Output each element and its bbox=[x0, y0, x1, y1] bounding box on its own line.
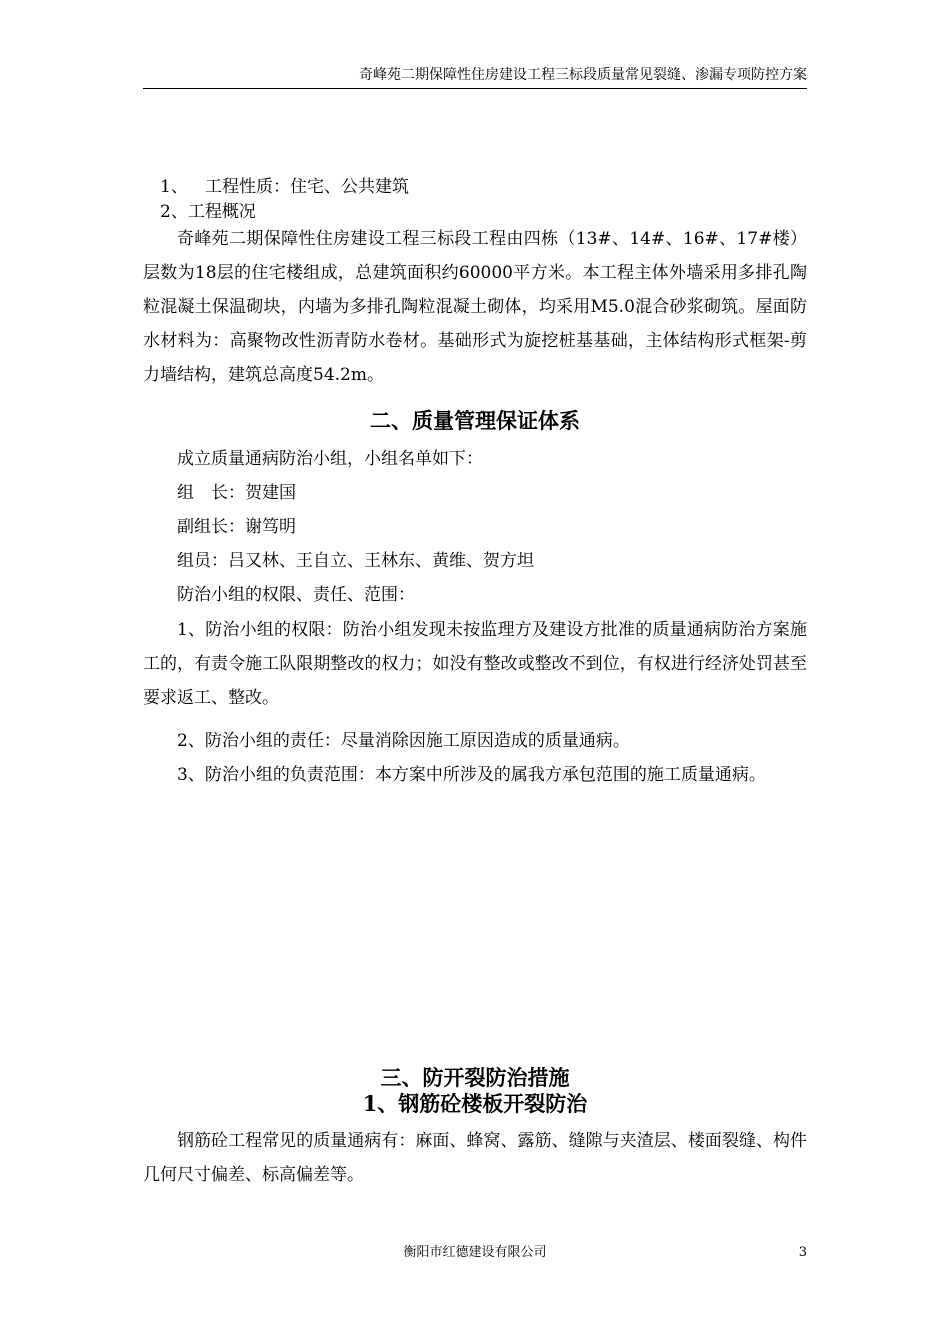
group-members-line: 组员：吕又林、王自立、王林东、黄维、贺方坦 bbox=[177, 551, 534, 571]
group-scope-title: 防治小组的权限、责任、范围： bbox=[177, 585, 415, 605]
list-item-number: 1、 bbox=[160, 177, 188, 197]
header-rule bbox=[143, 88, 807, 89]
page-header-title: 奇峰苑二期保障性住房建设工程三标段质量常见裂缝、渗漏专项防控方案 bbox=[359, 67, 807, 83]
scope-paragraph: 3、防治小组的负责范围：本方案中所涉及的属我方承包范围的施工质量通病。 bbox=[177, 765, 766, 785]
concrete-defects-paragraph: 钢筋砼工程常见的质量通病有：麻面、蜂窝、露筋、缝隙与夹渣层、楼面裂缝、构件几何尺寸偏差、标高偏差等。 bbox=[143, 1131, 807, 1185]
list-item-text: 工程性质：住宅、公共建筑 bbox=[205, 177, 409, 197]
list-item-overview: 2、工程概况 bbox=[160, 202, 256, 222]
footer-company: 衡阳市红德建设有限公司 bbox=[403, 1245, 547, 1260]
group-intro-line: 成立质量通病防治小组，小组名单如下： bbox=[177, 449, 483, 469]
page-number: 3 bbox=[798, 1245, 807, 1260]
group-leader-line: 组 长：贺建国 bbox=[177, 483, 296, 503]
authority-paragraph: 1、防治小组的权限：防治小组发现未按监理方及建设方批准的质量通病防治方案施工的，有责令施工队限期整改的权力；如没有整改或整改不到位，有权进行经济处罚甚至要求返工、整改。 bbox=[143, 620, 807, 708]
responsibility-paragraph: 2、防治小组的责任：尽量消除因施工原因造成的质量通病。 bbox=[177, 731, 630, 751]
section-heading-quality-system: 二、质量管理保证体系 bbox=[370, 408, 580, 433]
list-item-nature bbox=[160, 177, 409, 197]
project-overview-paragraph: 奇峰苑二期保障性住房建设工程三标段工程由四栋（13#、14#、16#、17#楼）层数为18层的住宅楼组成，总建筑面积约60000平方米。本工程主体外墙采用多排孔陶粒混凝土保温砌块，内墙为多排孔陶粒混凝土砌体，均采用M5.0混合砂浆砌筑。屋面防水材料为：高聚物改性沥青防水卷材。基础形式为旋挖桩基基础，主体结构形式框架-剪力墙结构，建筑总高度54.2m。 bbox=[143, 229, 807, 385]
group-deputy-line: 副组长：谢笃明 bbox=[177, 517, 296, 537]
subheading-floor-slab-crack: 1、钢筋砼楼板开裂防治 bbox=[362, 1091, 588, 1116]
section-heading-anti-crack: 三、防开裂防治措施 bbox=[380, 1065, 570, 1090]
